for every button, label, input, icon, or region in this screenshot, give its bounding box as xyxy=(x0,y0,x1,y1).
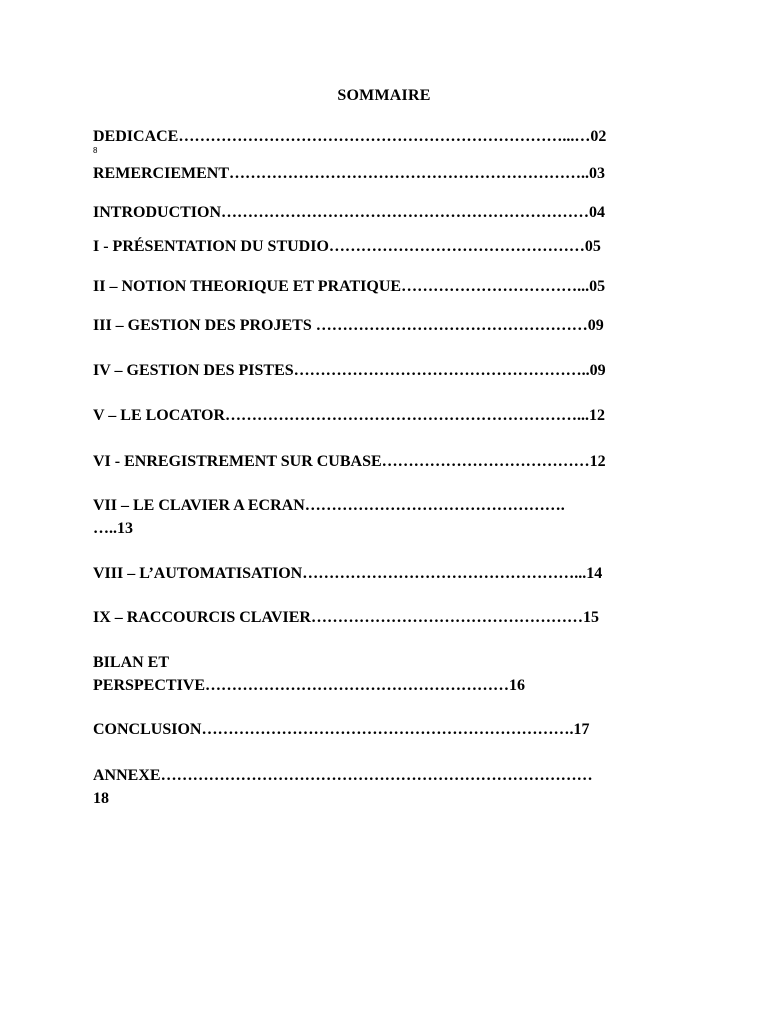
toc-entry-line: INTRODUCTION……………………………………………………………04 xyxy=(93,204,606,221)
toc-entry-line: VI - ENREGISTREMENT SUR CUBASE…………………………………12 xyxy=(93,453,606,470)
small-page-mark: 8 xyxy=(93,146,98,155)
toc-entry-line: 18 xyxy=(93,790,109,807)
toc-entry-line: ANNEXE……………………………………………………………………… xyxy=(93,767,593,784)
toc-entry-dedicace xyxy=(93,125,693,148)
toc-entry-bilan-perspective xyxy=(93,651,693,697)
toc-entry-annexe xyxy=(93,764,693,810)
toc-entry-introduction xyxy=(93,201,693,224)
toc-entry-raccourcis-clavier xyxy=(93,606,693,629)
toc-entry-automatisation xyxy=(93,562,693,585)
toc-entry-line: II – NOTION THEORIQUE ET PRATIQUE……………………………...05 xyxy=(93,278,606,295)
toc-entry-line: IX – RACCOURCIS CLAVIER……………………………………………15 xyxy=(93,609,599,626)
toc-entry-line: …..13 xyxy=(93,520,133,537)
toc-entry-locator xyxy=(93,404,693,427)
toc-entry-line: PERSPECTIVE…………………………………………………16 xyxy=(93,677,526,694)
toc-entry-line: VIII – L’AUTOMATISATION……………………………………………...14 xyxy=(93,565,603,582)
toc-entry-clavier-ecran xyxy=(93,494,693,540)
toc-entry-line: VII – LE CLAVIER A ECRAN…………………………………………. xyxy=(93,497,565,514)
toc-entry-enregistrement-cubase xyxy=(93,450,693,473)
toc-entry-gestion-projets xyxy=(93,314,693,337)
toc-entry-line: I - PRÉSENTATION DU STUDIO…………………………………………05 xyxy=(93,238,601,255)
toc-entry-gestion-pistes xyxy=(93,359,693,382)
toc-entry-remerciement xyxy=(93,162,693,185)
page-title: SOMMAIRE xyxy=(337,87,431,104)
toc-entry-line: V – LE LOCATOR…………………………………………………………...12 xyxy=(93,407,606,424)
toc-entry-notion-theorique xyxy=(93,275,693,298)
toc-entry-conclusion xyxy=(93,718,693,741)
toc-entry-line: IV – GESTION DES PISTES………………………………………………..09 xyxy=(93,362,606,379)
toc-entry-line: CONCLUSION…………………………………………………………….17 xyxy=(93,721,590,738)
toc-entry-presentation-studio xyxy=(93,235,693,258)
toc-entry-line: REMERCIEMENT…………………………………………………………..03 xyxy=(93,165,606,182)
toc-entry-line: DEDICACE………………………………………………………………...…02 xyxy=(93,128,607,145)
toc-entry-line: III – GESTION DES PROJETS ……………………………………………09 xyxy=(93,317,604,334)
toc-entry-line: BILAN ET xyxy=(93,654,170,671)
